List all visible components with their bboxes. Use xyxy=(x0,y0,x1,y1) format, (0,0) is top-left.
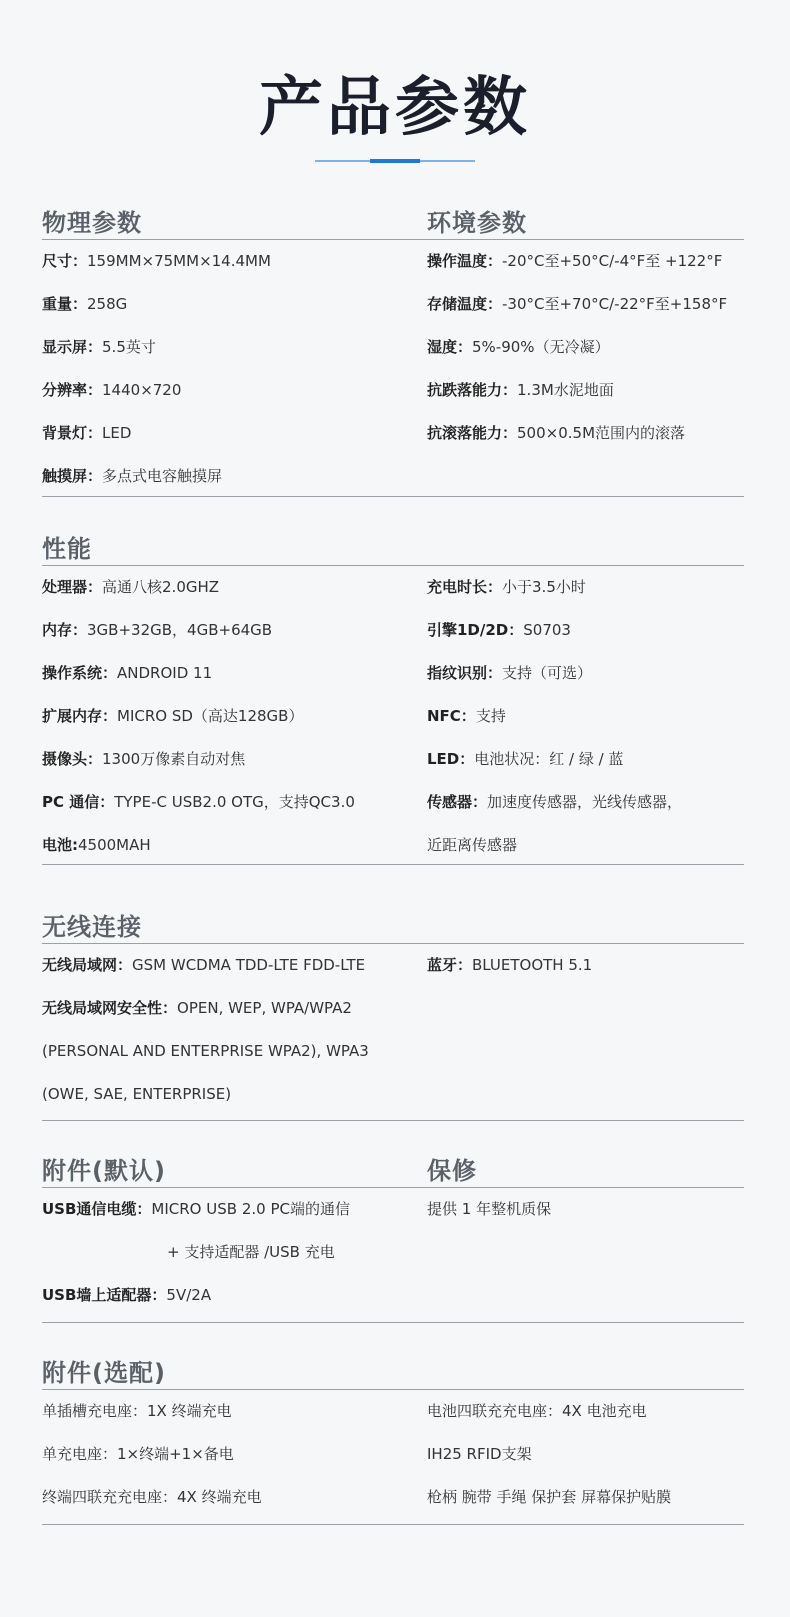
spec-label: 湿度： xyxy=(427,338,473,356)
spec-label: 重量： xyxy=(42,295,88,313)
spec-value: 电池四联充充电座：4X 电池充电 xyxy=(427,1402,647,1420)
spec-value: 3GB+32GB，4GB+64GB xyxy=(87,621,273,639)
spec-value: 258G xyxy=(87,295,128,313)
spec-row xyxy=(42,1231,422,1274)
spec-label: 处理器： xyxy=(42,578,103,596)
spec-row xyxy=(427,1476,747,1519)
spec-label: 内存： xyxy=(42,621,88,639)
spec-value: ANDROID 11 xyxy=(117,664,213,682)
spec-value: 1300万像素自动对焦 xyxy=(102,750,246,768)
spec-row xyxy=(427,944,747,987)
section-title-performance: 性能 xyxy=(42,535,92,563)
spec-value: -30°C至+70°C/-22°F至+158°F xyxy=(502,295,728,313)
spec-label: 触摸屏： xyxy=(42,467,103,485)
section-title-accessories-optional: 附件(选配) xyxy=(42,1359,166,1387)
spec-value: 4500MAH xyxy=(78,836,151,854)
spec-row xyxy=(42,1433,422,1476)
spec-value: 159MM×75MM×14.4MM xyxy=(87,252,271,270)
spec-value: 1440×720 xyxy=(102,381,182,399)
spec-row xyxy=(42,1476,422,1519)
spec-value: MICRO SD（高达128GB） xyxy=(117,707,304,725)
spec-value: S0703 xyxy=(523,621,571,639)
spec-value: BLUETOOTH 5.1 xyxy=(472,956,593,974)
spec-column-right xyxy=(427,1390,747,1519)
spec-row xyxy=(427,1433,747,1476)
spec-value: 单插槽充电座：1X 终端充电 xyxy=(42,1402,232,1420)
spec-row xyxy=(42,987,422,1030)
spec-value: GSM WCDMA TDD-LTE FDD-LTE xyxy=(132,956,366,974)
spec-label: 存储温度： xyxy=(427,295,503,313)
spec-value: 电池状况：红 / 绿 / 蓝 xyxy=(474,750,624,768)
spec-value: 1.3M水泥地面 xyxy=(517,381,614,399)
section-title-accessories-default: 附件(默认) xyxy=(42,1157,166,1185)
spec-column-left xyxy=(42,944,422,1116)
spec-row xyxy=(42,1188,422,1231)
spec-column-left xyxy=(42,1390,422,1519)
spec-value: 5V/2A xyxy=(166,1286,212,1304)
spec-value: IH25 RFID支架 xyxy=(427,1445,532,1463)
spec-label: 尺寸： xyxy=(42,252,88,270)
spec-row xyxy=(427,326,747,369)
spec-label: 引擎1D/2D： xyxy=(427,621,524,639)
spec-label: 分辨率： xyxy=(42,381,103,399)
spec-value: 枪柄 腕带 手绳 保护套 屏幕保护贴膜 xyxy=(427,1488,672,1506)
spec-row xyxy=(42,781,422,824)
spec-value: 单充电座：1×终端+1×备电 xyxy=(42,1445,234,1463)
spec-row xyxy=(427,824,747,867)
spec-value: -20°C至+50°C/-4°F至 +122°F xyxy=(502,252,723,270)
spec-value: 5%-90%（无冷凝） xyxy=(472,338,610,356)
spec-value: 提供 1 年整机质保 xyxy=(427,1200,552,1218)
spec-row xyxy=(42,412,422,455)
divider xyxy=(42,1322,744,1323)
section-accessories-default-warranty xyxy=(42,1155,744,1323)
spec-value: (PERSONAL AND ENTERPRISE WPA2), WPA3 xyxy=(42,1042,369,1060)
spec-column-right xyxy=(427,1188,747,1231)
spec-value: + 支持适配器 /USB 充电 xyxy=(167,1243,335,1261)
spec-value: 终端四联充充电座：4X 终端充电 xyxy=(42,1488,262,1506)
spec-value: OPEN, WEP, WPA/WPA2 xyxy=(177,999,352,1017)
spec-label: USB通信电缆： xyxy=(42,1200,152,1218)
section-physical-environment xyxy=(42,207,744,497)
spec-row xyxy=(427,695,747,738)
spec-row xyxy=(427,652,747,695)
title-underline-accent xyxy=(370,159,420,163)
spec-row xyxy=(42,824,422,867)
spec-row xyxy=(427,240,747,283)
spec-column-left xyxy=(42,566,422,867)
spec-value: 5.5英寸 xyxy=(102,338,156,356)
spec-label: 电池: xyxy=(42,836,78,854)
spec-value: 近距离传感器 xyxy=(427,836,518,854)
section-title-warranty: 保修 xyxy=(427,1157,477,1185)
spec-row xyxy=(427,609,747,652)
spec-row xyxy=(42,1030,422,1073)
spec-label: PC 通信： xyxy=(42,793,115,811)
spec-row xyxy=(42,369,422,412)
spec-row xyxy=(427,566,747,609)
spec-value: LED xyxy=(102,424,132,442)
spec-value: (OWE, SAE, ENTERPRISE) xyxy=(42,1085,232,1103)
spec-row xyxy=(42,240,422,283)
spec-row xyxy=(42,695,422,738)
spec-row xyxy=(42,1390,422,1433)
spec-row xyxy=(42,944,422,987)
spec-column-left xyxy=(42,1188,422,1317)
spec-row xyxy=(427,1188,747,1231)
spec-column-right xyxy=(427,944,747,987)
spec-value: 小于3.5小时 xyxy=(502,578,586,596)
spec-label: 蓝牙： xyxy=(427,956,473,974)
spec-label: LED： xyxy=(427,750,475,768)
spec-label: 抗滚落能力： xyxy=(427,424,518,442)
spec-row xyxy=(427,412,747,455)
section-title-physical: 物理参数 xyxy=(42,209,142,237)
spec-value: 支持（可选） xyxy=(502,664,593,682)
spec-value: 多点式电容触摸屏 xyxy=(102,467,223,485)
spec-row xyxy=(42,1274,422,1317)
spec-row xyxy=(42,566,422,609)
section-performance xyxy=(42,533,744,865)
spec-row xyxy=(427,1390,747,1433)
spec-row xyxy=(42,609,422,652)
spec-value: 支持 xyxy=(475,707,506,725)
spec-label: NFC： xyxy=(427,707,476,725)
spec-row xyxy=(427,283,747,326)
section-title-environment: 环境参数 xyxy=(427,209,527,237)
spec-column-right xyxy=(427,566,747,867)
spec-label: 无线局域网： xyxy=(42,956,133,974)
spec-value: TYPE-C USB2.0 OTG，支持QC3.0 xyxy=(114,793,355,811)
spec-label: 摄像头： xyxy=(42,750,103,768)
spec-label: 背景灯： xyxy=(42,424,103,442)
spec-label: 显示屏： xyxy=(42,338,103,356)
section-wireless xyxy=(42,911,744,1121)
spec-value: MICRO USB 2.0 PC端的通信 xyxy=(151,1200,350,1218)
spec-label: 充电时长： xyxy=(427,578,503,596)
spec-row xyxy=(42,455,422,498)
spec-value: 高通八核2.0GHZ xyxy=(102,578,220,596)
spec-row xyxy=(42,652,422,695)
spec-row xyxy=(427,781,747,824)
spec-row xyxy=(427,369,747,412)
spec-column-left xyxy=(42,240,422,498)
spec-label: 操作系统： xyxy=(42,664,118,682)
spec-value: 500×0.5M范围内的滚落 xyxy=(517,424,686,442)
spec-row xyxy=(42,326,422,369)
spec-row xyxy=(42,1073,422,1116)
title-underline xyxy=(315,160,475,162)
spec-row xyxy=(42,738,422,781)
page-title: 产品参数 xyxy=(259,71,531,145)
divider xyxy=(42,1524,744,1525)
spec-value: 加速度传感器，光线传感器， xyxy=(487,793,683,811)
spec-row xyxy=(427,738,747,781)
spec-label: 传感器： xyxy=(427,793,488,811)
spec-label: 抗跌落能力： xyxy=(427,381,518,399)
spec-column-right xyxy=(427,240,747,455)
spec-label: 扩展内存： xyxy=(42,707,118,725)
spec-row xyxy=(42,283,422,326)
spec-label: 指纹识别： xyxy=(427,664,503,682)
section-title-wireless: 无线连接 xyxy=(42,913,142,941)
spec-label: 操作温度： xyxy=(427,252,503,270)
spec-label: 无线局域网安全性： xyxy=(42,999,178,1017)
divider xyxy=(42,1120,744,1121)
spec-label: USB墙上适配器： xyxy=(42,1286,167,1304)
section-accessories-optional xyxy=(42,1357,744,1525)
